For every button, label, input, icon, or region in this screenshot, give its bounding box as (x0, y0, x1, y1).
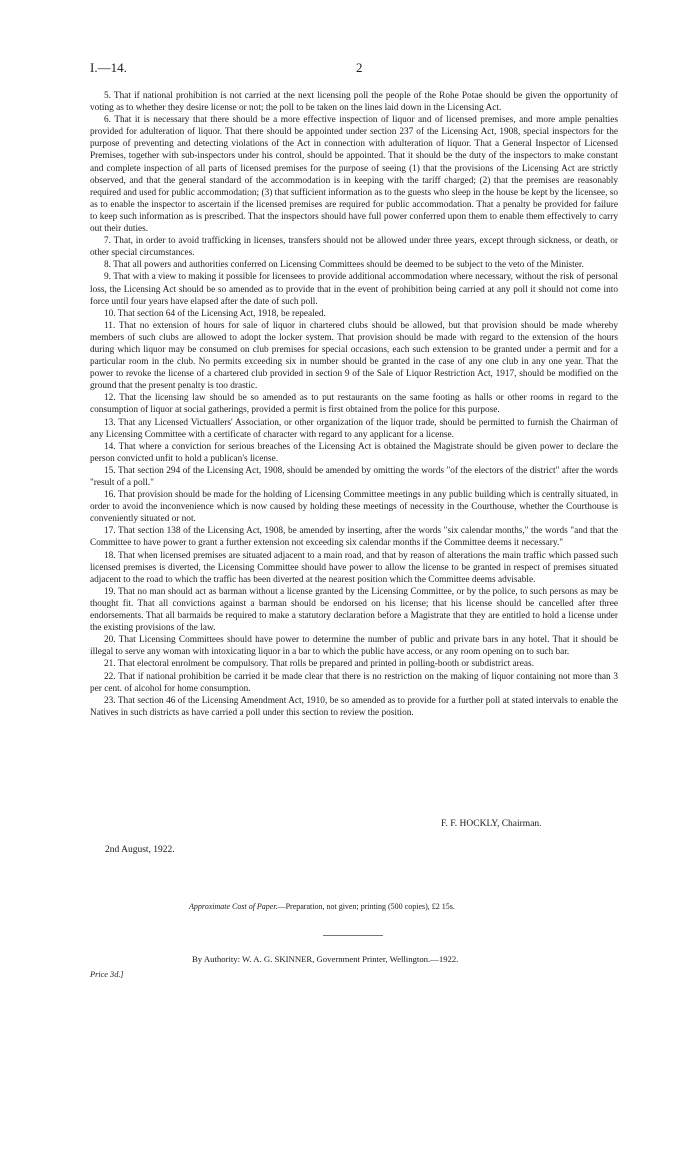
divider-rule (323, 935, 383, 936)
cost-text: —Preparation, not given; printing (500 copies), £2 15s. (277, 902, 455, 911)
paragraph-18: 18. That when licensed premises are situated adjacent to a main road, and that by reason of alterations the main traffic which passed such licensed premises is diverted, the Licensing Committee should have power to allow the license to be granted in respect of premises situated adjacent to the road to which the traffic has been diverted at the nearest position which the Committee deems advisable. (90, 550, 618, 585)
printing-cost-note (189, 902, 455, 911)
page-number: 2 (356, 60, 363, 75)
paragraph-5: 5. That if national prohibition is not carried at the next licensing poll the people of the Rohe Potae should be given the opportunity of voting as to whether they desire license or not; the poll to be taken on the lines laid down in the Licensing Act. (90, 91, 618, 114)
paragraph-9: 9. That with a view to making it possible for licensees to provide additional accommodation where necessary, without the risk of personal loss, the Licensing Act should be so amended as to provide that in the event of prohibition being carried at any poll it should not come into force until four years have elapsed after the date of such poll. (90, 272, 618, 307)
paragraph-23: 23. That section 46 of the Licensing Amendment Act, 1910, be so amended as to provide for a further poll at stated intervals to enable the Natives in such districts as have carried a poll under this section to review the position. (90, 695, 618, 718)
paragraph-8: 8. That all powers and authorities conferred on Licensing Committees should be deemed to be subject to the veto of the Minister. (104, 260, 584, 271)
paragraph-16: 16. That provision should be made for the holding of Licensing Committee meetings in any public building which is centrally situated, in order to avoid the inconvenience which is now caused by holding these meetings of necessity in the Courthouse, whether the Courthouse is conveniently situated or not. (90, 490, 618, 525)
paragraph-22: 22. That if national prohibition be carried it be made clear that there is no restriction on the making of liquor containing not more than 3 per cent. of alcohol for home consumption. (90, 671, 618, 694)
paragraph-21: 21. That electoral enrolment be compulsory. That rolls be prepared and printed in polling-booth or subdistrict areas. (104, 659, 534, 670)
paragraph-12: 12. That the licensing law should be so amended as to put restaurants on the same footing as halls or other rooms in regard to the consumption of liquor at social gatherings, provided a permit is first obtained from the police for this purpose. (90, 393, 618, 416)
paragraph-15: 15. That section 294 of the Licensing Act, 1908, should be amended by omitting the words "of the electors of the district" after the words "result of a poll." (90, 465, 618, 488)
price-note: Price 3d.] (90, 970, 124, 979)
resolutions-body (90, 90, 618, 719)
paragraph-11: 11. That no extension of hours for sale of liquor in chartered clubs should be allowed, but that provision should be made whereby members of such clubs are allowed to adopt the locker system. That provision should be made with regard to the extension of the hours during which liquor may be consumed on club premises for special occasions, each such extension to be granted under a permit and for a particular room in the club. No permits exceeding six in number should be granted in the case of any one club in any one year. That the power to revoke the license of a chartered club provided in section 9 of the Sale of Liquor Restriction Act, 1917, should be modified on the ground that the present penalty is too drastic. (90, 320, 618, 392)
paragraph-19: 19. That no man should act as barman without a license granted by the Licensing Committee, or by the police, to such persons as may be thought fit. That all convictions against a barman should be endorsed on his license; that his license should be cancelled after three endorsements. That all barmaids be required to make a statutory declaration before a Magistrate that they are entitled to hold a license under the existing provisions of the law. (90, 586, 618, 634)
paper-reference: I.—14. (90, 60, 127, 75)
paragraph-10: 10. That section 64 of the Licensing Act, 1918, be repealed. (104, 308, 326, 319)
printer-authority: By Authority: W. A. G. SKINNER, Government Printer, Wellington.—1922. (192, 954, 459, 964)
paragraph-6: 6. That it is necessary that there should be a more effective inspection of liquor and of licensed premises, and more ample penalties provided for adulteration of liquor. That there should be appointed under section 237 of the Licensing Act, 1908, special inspectors for the purpose of preventing and detecting violations of the Act in connection with adulteration of liquor. That a General Inspector of Licensed Premises, together with sub-inspectors under his control, should be appointed. That it should be the duty of the inspectors to make constant and complete inspection of all parts of licensed premises for the purpose of seeing (1) that the provisions of the Licensing Act are strictly observed, and that the general standard of the accommodation is in keeping with the tariff charged; (2) that the premises are reasonably required and used for public accommodation; (3) that sufficient information as to the guests who sleep in the house be kept by the licensee, so as to enable the inspector to ascertain if the licensed premises are required for public accommodation. That a penalty be provided for failure to keep such information as is prescribed. That the inspectors should have full power conferred upon them to enable them effectively to carry out their duties. (90, 115, 618, 235)
paragraph-17: 17. That section 138 of the Licensing Act, 1908, be amended by inserting, after the words "six calendar months," the words "and that the Committee to have power to grant a further extension not exceeding six calendar months if the Committee deems it necessary." (90, 526, 618, 549)
report-date: 2nd August, 1922. (105, 845, 175, 855)
cost-label: Approximate Cost of Paper. (189, 902, 278, 911)
paragraph-7: 7. That, in order to avoid trafficking in licenses, transfers should not be allowed under three years, except through sickness, or death, or other special circumstances. (90, 236, 618, 259)
paragraph-14: 14. That where a conviction for serious breaches of the Licensing Act is obtained the Magistrate should be given power to declare the person convicted unfit to hold a publican's license. (90, 441, 618, 464)
chairman-signature: F. F. HOCKLY, Chairman. (441, 819, 542, 829)
paragraph-13: 13. That any Licensed Victuallers' Association, or other organization of the liquor trade, should be permitted to furnish the Chairman of any Licensing Committee with a certificate of character with regard to any applicant for a license. (90, 417, 618, 440)
paragraph-20: 20. That Licensing Committees should have power to determine the number of public and private bars in any hotel. That it should be illegal to serve any woman with intoxicating liquor in a bar to which the public have access, or any room opening on to such bar. (90, 635, 618, 658)
